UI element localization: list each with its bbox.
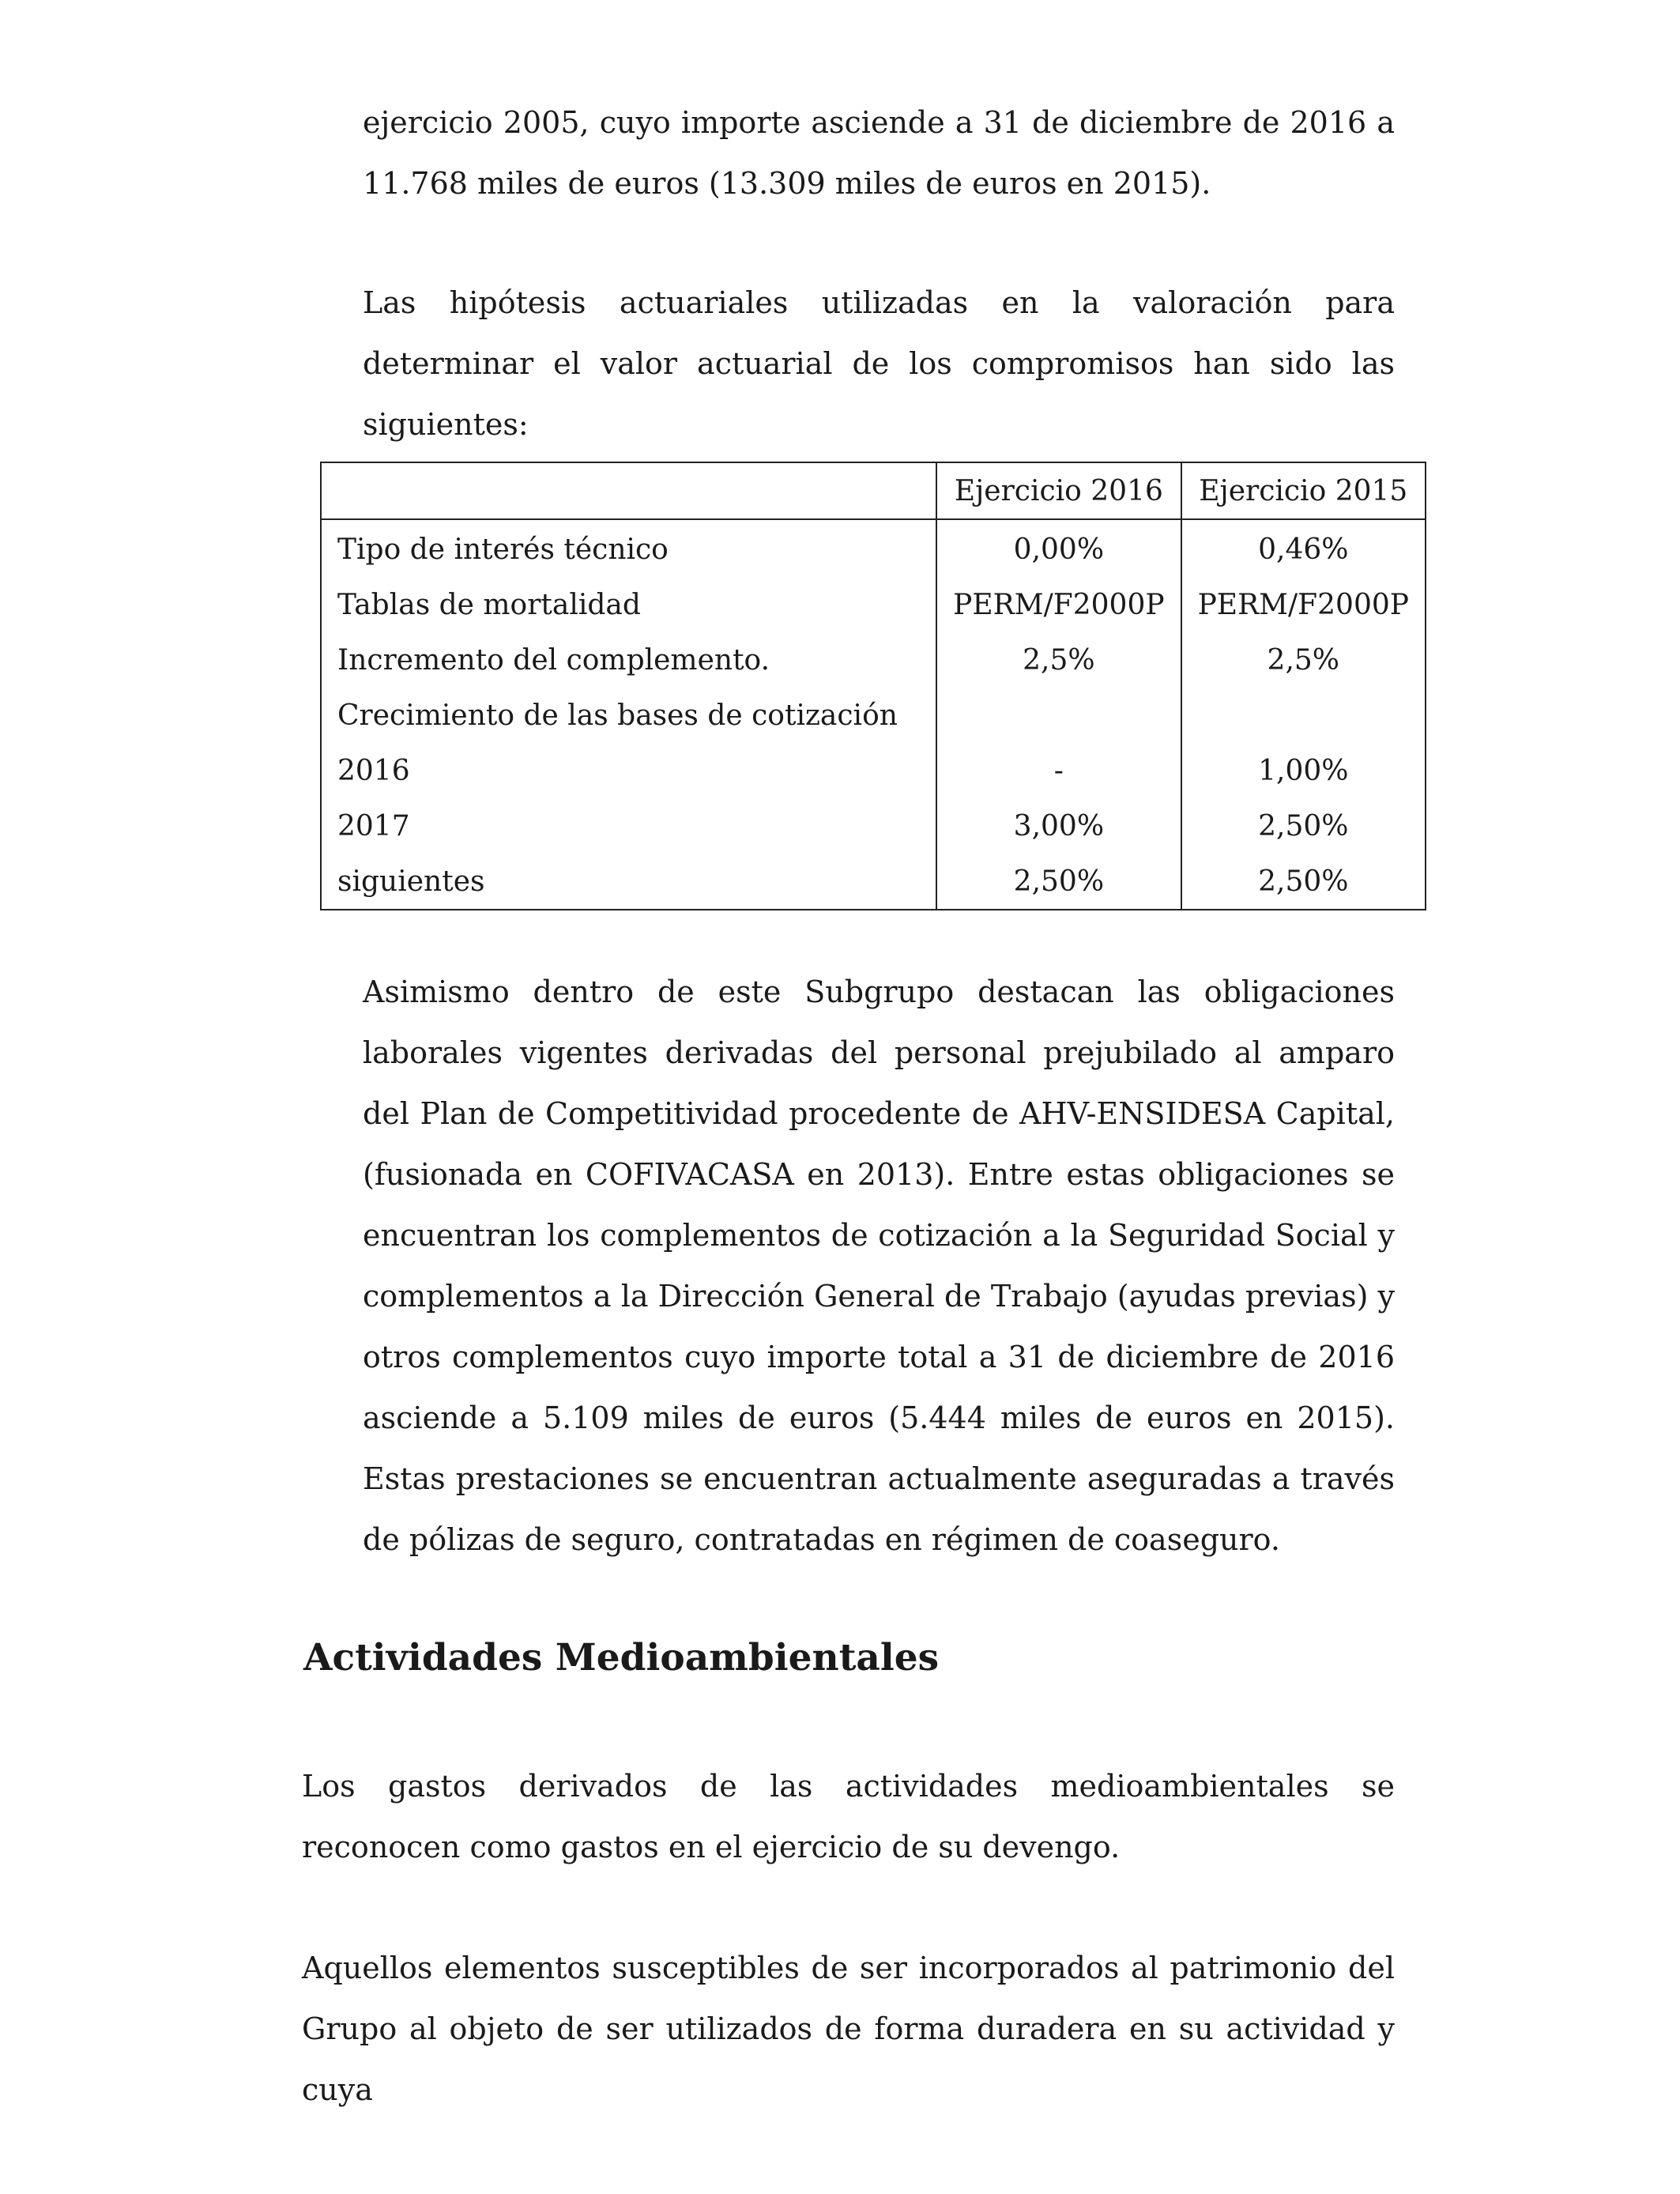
table-cell-value: - bbox=[936, 743, 1181, 798]
table-cell-value: 2,5% bbox=[936, 632, 1181, 688]
table-cell-value: 0,46% bbox=[1181, 519, 1426, 577]
paragraph-pension-amount: ejercicio 2005, cuyo importe asciende a 31 de diciembre de 2016 a 11.768 miles de euros (13.309 miles de euros en 2015). bbox=[363, 105, 1395, 201]
table-cell-value: 2,50% bbox=[936, 854, 1181, 910]
table-header-cell: Ejercicio 2015 bbox=[1181, 462, 1426, 519]
table-cell-value bbox=[936, 688, 1181, 743]
table-cell-value bbox=[1181, 688, 1426, 743]
paragraph-actuarial-hypotheses: Las hipótesis actuariales utilizadas en la valoración para determinar el valor actuarial de los compromisos han sido las siguientes: bbox=[363, 285, 1395, 442]
table-cell-label: Incremento del complemento. bbox=[337, 643, 770, 677]
table-cell-value: PERM/F2000P bbox=[936, 577, 1181, 632]
paragraph-early-retirement-obligations: Asimismo dentro de este Subgrupo destacan las obligaciones laborales vigentes derivadas del personal prejubilado al amparo del Plan de Competitividad procedente de AHV-ENSIDESA Capital, (fusionada en COFIVACASA en 2013). Entre estas obligaciones se encuentran los complementos de cotización a la Seguridad Social y complementos a la Dirección General de Trabajo (ayudas previas) y otros complementos cuyo importe total a 31 de diciembre de 2016 asciende a 5.109 miles de euros (5.444 miles de euros en 2015). Estas prestaciones se encuentran actualmente aseguradas a través de pólizas de seguro, contratadas en régimen de coaseguro. bbox=[363, 974, 1395, 1557]
table-row bbox=[321, 632, 1426, 688]
table-cell-label: 2017 bbox=[337, 809, 410, 843]
table-cell-value: 1,00% bbox=[1181, 743, 1426, 798]
table-header-cell: Ejercicio 2016 bbox=[936, 462, 1181, 519]
table-cell-label: siguientes bbox=[337, 865, 485, 898]
table-cell-value: 2,50% bbox=[1181, 798, 1426, 854]
actuarial-hypotheses-table bbox=[320, 462, 1426, 910]
table-cell-label: Tipo de interés técnico bbox=[337, 533, 669, 566]
table-cell-label: 2016 bbox=[337, 754, 410, 787]
table-header-cell bbox=[321, 462, 936, 519]
table-cell-value: 0,00% bbox=[936, 519, 1181, 577]
table-header-row bbox=[321, 462, 1426, 519]
table-cell-value: 2,5% bbox=[1181, 632, 1426, 688]
table-cell-label: Crecimiento de las bases de cotización bbox=[337, 699, 898, 732]
table-row bbox=[321, 743, 1426, 798]
table-cell-value: 2,50% bbox=[1181, 854, 1426, 910]
table-cell-value: PERM/F2000P bbox=[1181, 577, 1426, 632]
table-cell-label: Tablas de mortalidad bbox=[337, 588, 641, 621]
paragraph-environmental-assets: Aquellos elementos susceptibles de ser incorporados al patrimonio del Grupo al objeto de ser utilizados de forma duradera en su actividad y cuya bbox=[302, 1951, 1395, 2107]
table-row bbox=[321, 688, 1426, 743]
table-row bbox=[321, 577, 1426, 632]
paragraph-environmental-expenses: Los gastos derivados de las actividades medioambientales se reconocen como gastos en el ejercicio de su devengo. bbox=[302, 1769, 1395, 1864]
section-heading: Actividades Medioambientales bbox=[303, 1636, 940, 1679]
table-row bbox=[321, 854, 1426, 910]
table-cell-value: 3,00% bbox=[936, 798, 1181, 854]
table-row bbox=[321, 798, 1426, 854]
table-row bbox=[321, 519, 1426, 577]
